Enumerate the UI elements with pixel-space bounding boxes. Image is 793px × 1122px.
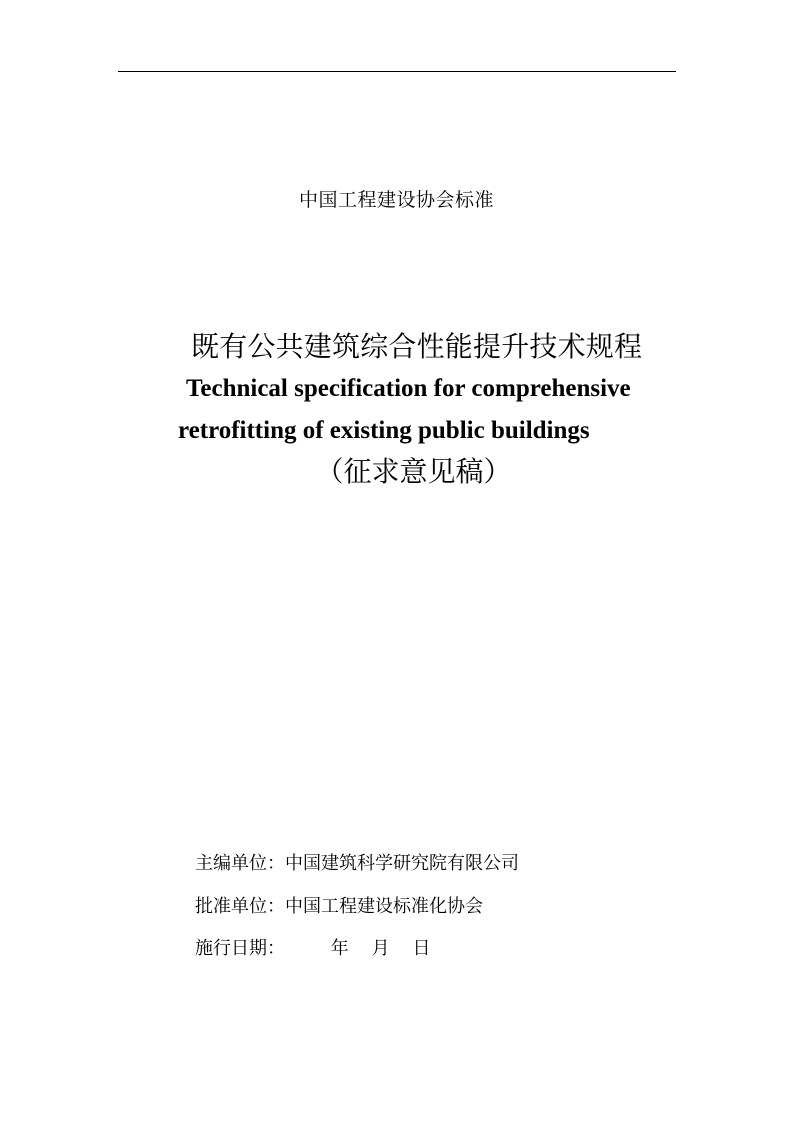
top-rule — [118, 71, 676, 72]
title-english-line-1: Technical specification for comprehensive — [186, 375, 631, 402]
org-standard-heading: 中国工程建设协会标准 — [298, 189, 494, 211]
editor-line — [195, 851, 519, 877]
editor-value: 中国建筑科学研究院有限公司 — [285, 853, 519, 874]
effective-date-line — [195, 936, 431, 962]
editor-label: 主编单位： — [195, 853, 285, 874]
draft-note: （征求意见稿） — [315, 455, 512, 488]
effective-date-value: 年 月 日 — [285, 938, 431, 959]
effective-date-label: 施行日期： — [195, 938, 285, 959]
approver-line — [195, 894, 483, 920]
title-chinese: 既有公共建筑综合性能提升技术规程 — [191, 330, 643, 363]
approver-label: 批准单位： — [195, 896, 285, 917]
title-english-line-2: retrofitting of existing public buildings — [178, 417, 590, 444]
approver-value: 中国工程建设标准化协会 — [285, 896, 483, 917]
